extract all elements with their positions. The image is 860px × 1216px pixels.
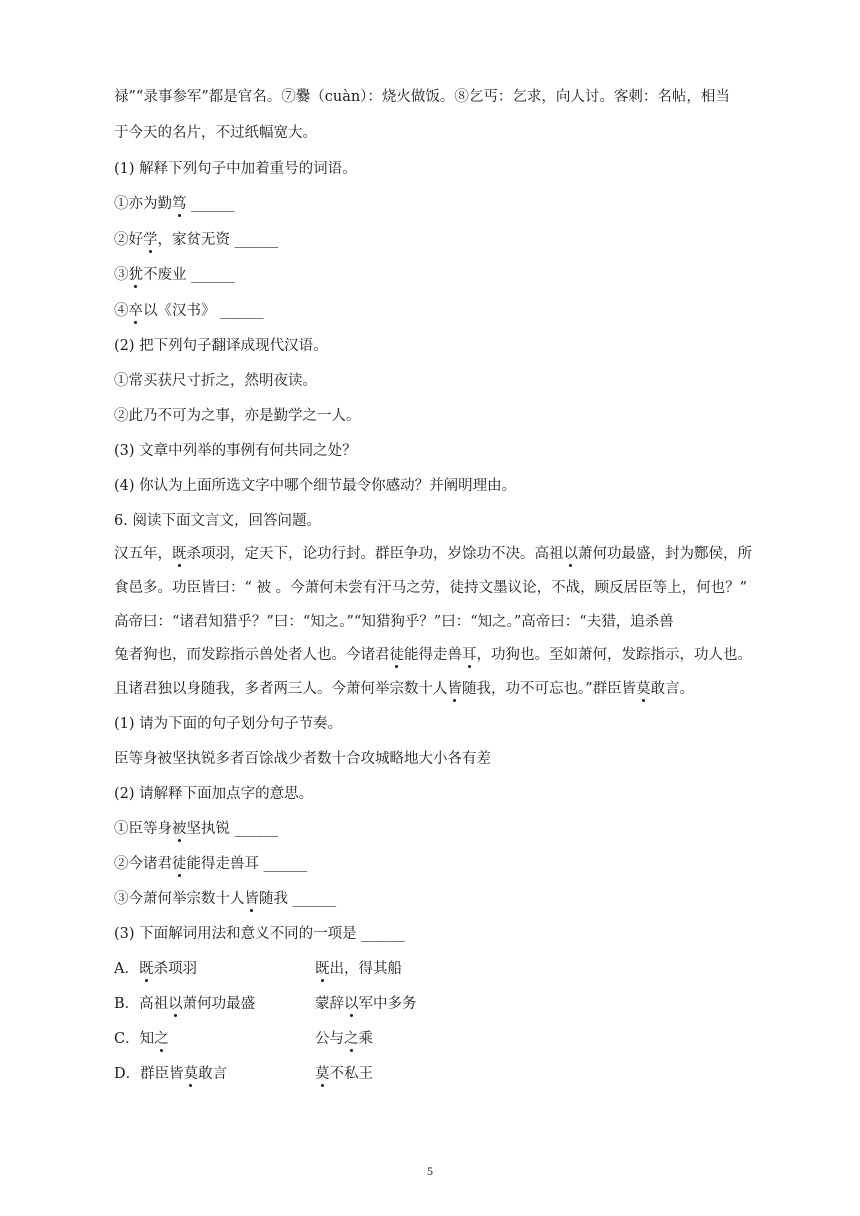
passage-line: 兔者狗也，而发踪指示兽处者人也。今诸君徒能得走兽耳，功狗也。至如萧何，发踪指示，功人也。 bbox=[114, 647, 752, 663]
emphasis-char: 以 bbox=[344, 996, 359, 1012]
emphasis-char: 既 bbox=[138, 961, 154, 977]
emphasis-char: 笃 bbox=[172, 196, 187, 212]
emphasis-char: 徒 bbox=[172, 856, 187, 872]
passage-line: 且诸君独以身随我，多者两三人。今萧何举宗数十人皆随我，功不可忘也。”群臣皆莫敢言。 bbox=[114, 681, 695, 697]
word-item: ④卒以《汉书》 ______ bbox=[114, 303, 264, 319]
option-d: D．群臣皆莫敢言 莫不私王 bbox=[114, 1066, 373, 1082]
emphasis-char: 以 bbox=[168, 996, 183, 1012]
question-heading: 6. 阅读下面文言文，回答问题。 bbox=[114, 513, 321, 529]
footnote-line: 禄”“录事参军”都是官名。⑦爨（cuàn）：烧火做饭。⑧乞丐：乞求，向人讨。客刺：名帖，相当 bbox=[114, 89, 730, 105]
passage-line: 食邑多。功臣皆曰：“ 被 。今萧何未尝有汗马之劳，徒持文墨议论，不战，顾反居臣等上，何也？” bbox=[114, 580, 748, 596]
emphasis-char: 既 bbox=[172, 546, 187, 562]
question-prompt: (3) 下面解词用法和意义不同的一项是 ______ bbox=[114, 926, 405, 942]
emphasis-char: 莫 bbox=[636, 681, 651, 697]
translate-item: ①常买获尺寸折之，然明夜读。 bbox=[114, 373, 317, 389]
emphasis-char: 既 bbox=[315, 961, 330, 977]
emphasis-char: 以 bbox=[563, 546, 578, 562]
emphasis-char: 皆 bbox=[447, 681, 462, 697]
option-a: A．既杀项羽 既出，得其船 bbox=[114, 961, 402, 977]
emphasis-char: 皆 bbox=[244, 891, 259, 907]
emphasis-char: 之 bbox=[344, 1031, 359, 1047]
option-c: C．知之 公与之乘 bbox=[114, 1031, 373, 1047]
question-prompt: (2) 把下列句子翻译成现代汉语。 bbox=[114, 338, 328, 354]
sentence-text: 臣等身被坚执锐多者百馀战少者数十合攻城略地大小各有差 bbox=[114, 751, 491, 767]
question-prompt: (3) 文章中列举的事例有何共同之处？ bbox=[114, 443, 357, 459]
passage-line: 汉五年，既杀项羽，定天下，论功行封。群臣争功，岁馀功不决。高祖以萧何功最盛，封为酂侯，所 bbox=[114, 546, 752, 562]
emphasis-char: 莫 bbox=[315, 1066, 330, 1082]
emphasis-char: 学 bbox=[143, 232, 158, 248]
word-item: ②今诸君徒能得走兽耳 ______ bbox=[114, 856, 308, 872]
question-prompt: (2) 请解释下面加点字的意思。 bbox=[114, 786, 314, 802]
emphasis-char: 卒 bbox=[128, 303, 143, 319]
question-prompt: (1) 解释下列句子中加着重号的词语。 bbox=[114, 161, 357, 177]
question-prompt: (1) 请为下面的句子划分句子节奏。 bbox=[114, 716, 343, 732]
emphasis-char: 被 bbox=[172, 821, 187, 837]
footnote-line: 于今天的名片，不过纸幅宽大。 bbox=[114, 125, 317, 141]
emphasis-char: 之 bbox=[154, 1031, 169, 1047]
question-prompt: (4) 你认为上面所选文字中哪个细节最令你感动？并阐明理由。 bbox=[114, 478, 517, 494]
option-b: B．高祖以萧何功最盛 蒙辞以军中多务 bbox=[114, 996, 417, 1012]
word-item: ②好学，家贫无资 ______ bbox=[114, 232, 279, 248]
emphasis-char: 耳 bbox=[462, 647, 477, 663]
page-number: 5 bbox=[427, 1164, 433, 1178]
word-item: ①亦为勤笃 ______ bbox=[114, 196, 235, 212]
word-item: ③犹不废业 ______ bbox=[114, 267, 235, 283]
emphasis-char: 犹 bbox=[128, 267, 143, 283]
passage-line: 高帝曰：“诸君知猎乎？”曰：“知之。”“知猎狗乎？”曰：“知之。”高帝曰：“夫猎，追杀兽 bbox=[114, 614, 674, 630]
emphasis-char: 徒 bbox=[389, 647, 404, 663]
emphasis-char: 莫 bbox=[183, 1066, 199, 1082]
word-item: ③今萧何举宗数十人皆随我 ______ bbox=[114, 891, 337, 907]
translate-item: ②此乃不可为之事，亦是勤学之一人。 bbox=[114, 408, 361, 424]
word-item: ①臣等身被坚执锐 ______ bbox=[114, 821, 279, 837]
